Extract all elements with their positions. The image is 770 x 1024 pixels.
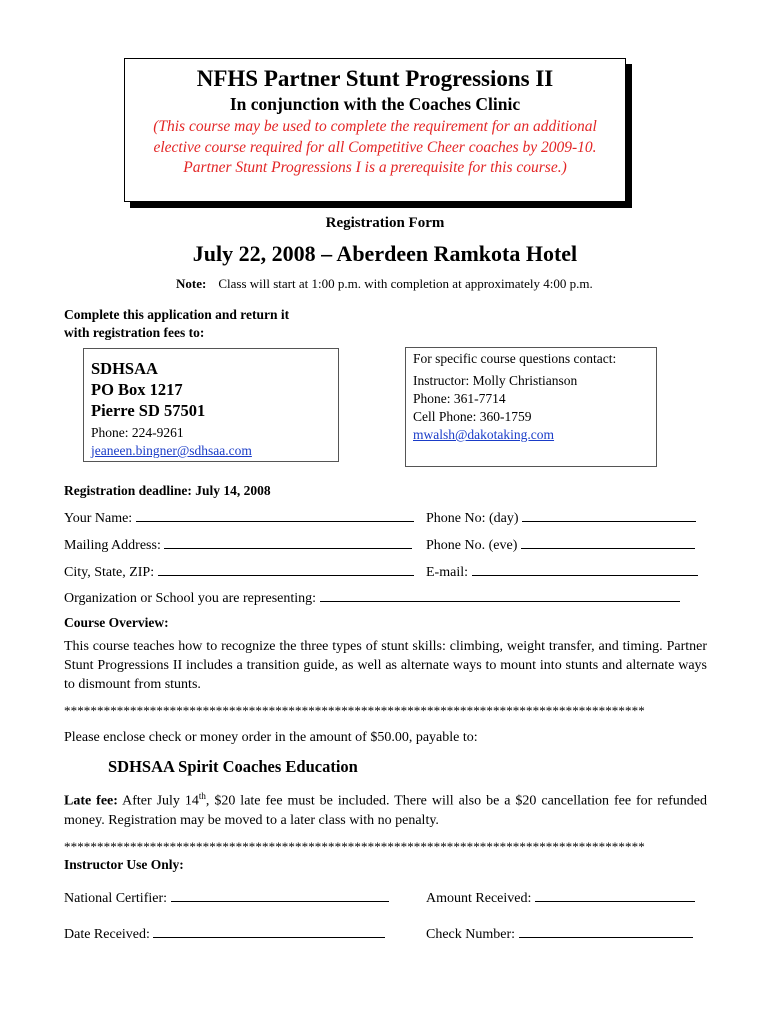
date-label: Date Received: xyxy=(64,927,150,942)
registration-deadline: Registration deadline: July 14, 2008 xyxy=(64,483,271,498)
course-contact-box xyxy=(405,347,657,467)
return-line-1: Complete this application and return it xyxy=(64,307,290,322)
late-fee-text-b: , $20 late fee must be included. There will also be a $20 cancellation fee for refunded money. Registration may be moved to a later class with no penalty. xyxy=(64,793,708,828)
payee-name: SDHSAA Spirit Coaches Education xyxy=(108,757,358,776)
overview-heading: Course Overview: xyxy=(64,615,169,630)
address-city: Pierre SD 57501 xyxy=(91,401,206,420)
certifier-blank[interactable] xyxy=(171,889,389,902)
class-time-note xyxy=(176,276,593,292)
return-line-2: with registration fees to: xyxy=(64,325,205,340)
check-field xyxy=(426,925,693,943)
name-label: Your Name: xyxy=(64,511,133,526)
address-po: PO Box 1217 xyxy=(91,380,183,399)
address-contact xyxy=(91,424,338,460)
name-field xyxy=(64,509,414,527)
title-box xyxy=(124,58,626,202)
mailing-field xyxy=(64,536,412,554)
check-blank[interactable] xyxy=(519,925,693,938)
course-requirement-note: (This course may be used to complete the requirement for an additional elective course required for all Competitive Cheer coaches by 2009-10. Partner Stunt Progressions I is a prerequisite for this course.) xyxy=(153,118,597,176)
certifier-field xyxy=(64,889,389,907)
address-phone: Phone: 224-9261 xyxy=(91,425,184,440)
separator-stars: **************************************************************************************** xyxy=(64,703,645,718)
course-title: NFHS Partner Stunt Progressions II xyxy=(196,66,554,91)
address-email-link[interactable]: jeaneen.bingner@sdhsaa.com xyxy=(91,443,252,458)
check-label: Check Number: xyxy=(426,927,516,942)
phone-day-blank[interactable] xyxy=(522,509,696,522)
phone-day-field xyxy=(426,509,696,527)
certifier-label: National Certifier: xyxy=(64,891,168,906)
phone-eve-blank[interactable] xyxy=(521,536,695,549)
separator-stars-2: **************************************************************************************** xyxy=(64,839,645,854)
mailing-label: Mailing Address: xyxy=(64,538,161,553)
organization-field xyxy=(64,589,680,607)
late-fee-text xyxy=(64,787,707,830)
amount-field xyxy=(426,889,695,907)
registration-form-heading: Registration Form xyxy=(325,215,445,231)
return-instructions xyxy=(64,306,289,342)
amount-label: Amount Received: xyxy=(426,891,532,906)
contact-email-link[interactable]: mwalsh@dakotaking.com xyxy=(413,427,555,442)
city-blank[interactable] xyxy=(158,563,414,576)
mailing-address-box xyxy=(83,348,339,462)
overview-text: This course teaches how to recognize the three types of stunt skills: climbing, weight transfer, and timing. Partner Stunt Progressions II includes a transition guide, as well as alternate ways to mount into stunts and alternate ways to dismount from stunts. xyxy=(64,639,707,692)
contact-instructor: Instructor: Molly Christianson xyxy=(413,373,578,388)
phone-eve-label: Phone No. (eve) xyxy=(426,538,518,553)
email-label: E-mail: xyxy=(426,565,468,580)
email-field xyxy=(426,563,698,581)
phone-eve-field xyxy=(426,536,695,554)
late-fee-text-a: After July 14 xyxy=(117,793,199,809)
date-field xyxy=(64,925,385,943)
city-label: City, State, ZIP: xyxy=(64,565,155,580)
amount-blank[interactable] xyxy=(535,889,695,902)
phone-day-label: Phone No: (day) xyxy=(426,511,519,526)
organization-blank[interactable] xyxy=(320,589,680,602)
city-field xyxy=(64,563,414,581)
name-blank[interactable] xyxy=(136,509,414,522)
instructor-use-heading: Instructor Use Only: xyxy=(64,857,184,872)
email-blank[interactable] xyxy=(472,563,698,576)
mailing-blank[interactable] xyxy=(164,536,412,549)
note-text: Class will start at 1:00 p.m. with completion at approximately 4:00 p.m. xyxy=(218,276,593,291)
payment-instructions: Please enclose check or money order in the amount of $50.00, payable to: xyxy=(64,730,478,745)
organization-label: Organization or School you are representing: xyxy=(64,591,317,606)
late-fee-label: Late fee: xyxy=(64,793,118,809)
contact-phone: Phone: 361-7714 xyxy=(413,391,506,406)
contact-heading: For specific course questions contact: xyxy=(413,351,617,366)
date-blank[interactable] xyxy=(153,925,385,938)
event-date-location: July 22, 2008 – Aberdeen Ramkota Hotel xyxy=(192,241,578,266)
late-fee-sup: th xyxy=(198,791,206,801)
course-subtitle: In conjunction with the Coaches Clinic xyxy=(229,94,521,114)
address-org: SDHSAA xyxy=(91,359,158,378)
contact-cell: Cell Phone: 360-1759 xyxy=(413,409,532,424)
address-block xyxy=(91,358,338,421)
note-label: Note: xyxy=(176,276,207,291)
